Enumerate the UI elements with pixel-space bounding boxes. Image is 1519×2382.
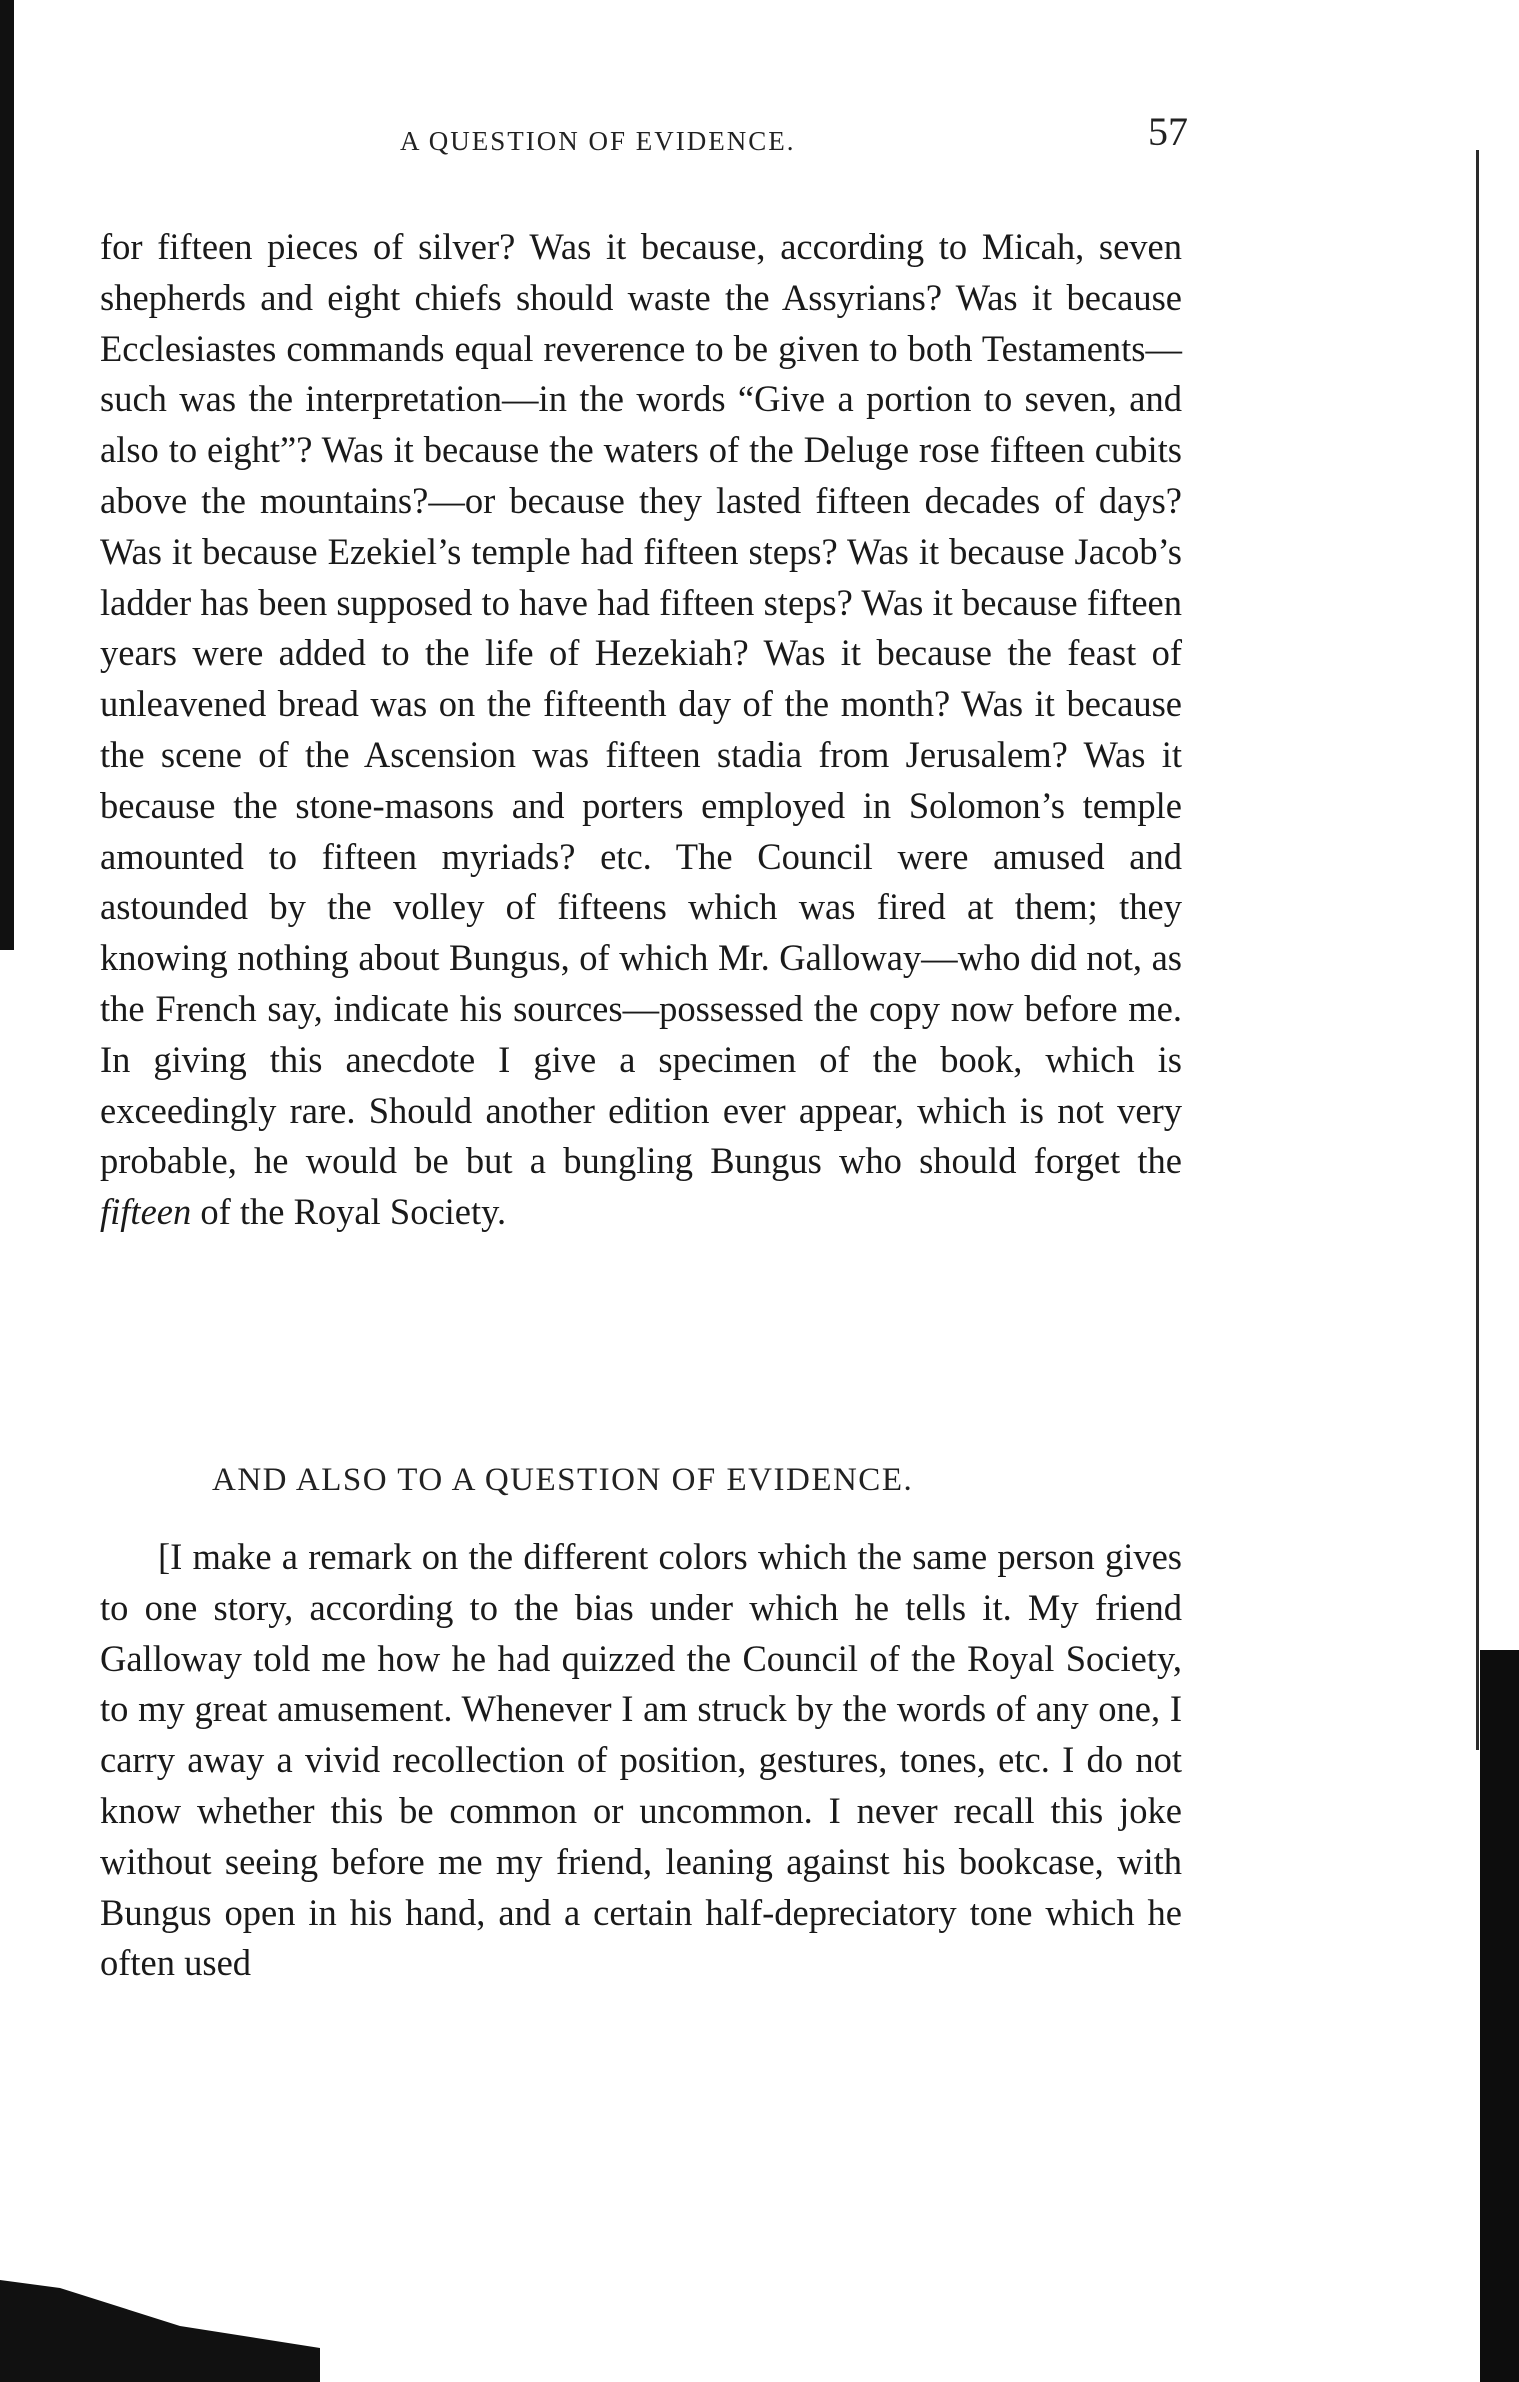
page-number: 57 bbox=[1148, 109, 1188, 154]
body-paragraph-2 bbox=[100, 1532, 1182, 1989]
paragraph-1-end: of the Royal Society. bbox=[200, 1191, 507, 1233]
scan-edge-right bbox=[1480, 1650, 1519, 2382]
paragraph-2-text: [I make a remark on the different colors which the same person gives to one story, according to the bias under which he tells it. My friend Galloway told me how he had quizzed the Council of the Royal Society, to my great amusement. Whenever I am struck by the words of any one, I carry away a vivid recollection of position, gestures, tones, etc. I do not know whether this be common or uncommon. I never recall this joke without seeing before me my friend, leaning against his bookcase, with Bungus open in his hand, and a certain half-depreciatory tone which he often used bbox=[100, 1536, 1182, 1984]
scan-artifact-bottom bbox=[0, 2270, 320, 2382]
body-paragraph-1 bbox=[100, 222, 1182, 1238]
section-heading: AND ALSO TO A QUESTION OF EVIDENCE. bbox=[212, 1462, 914, 1498]
paragraph-1-text: for fifteen pieces of silver? Was it because, according to Micah, seven shepherds and eight chiefs should waste the Assyrians? Was it because Ecclesiastes commands equal reverence to be given to both Testaments—such was the interpretation—in the words “Give a portion to seven, and also to eight”? Was it because the waters of the Deluge rose fifteen cubits above the mountains?—or because they lasted fifteen decades of days? Was it because Ezekiel’s temple had fifteen steps? Was it because Jacob’s ladder has been supposed to have had fifteen steps? Was it because fifteen years were added to the life of Hezekiah? Was it because the feast of unleavened bread was on the fifteenth day of the month? Was it because the scene of the Ascension was fifteen stadia from Jerusalem? Was it because the stone-masons and porters employed in Solomon’s temple amounted to fifteen myriads? etc. The Council were amused and astounded by the volley of fifteens which was fired at them; they knowing nothing about Bungus, of which Mr. Galloway—who did not, as the French say, indicate his sources—possessed the copy now before me. In giving this anecdote I give a specimen of the book, which is exceedingly rare. Should another edition ever appear, which is not very probable, he would be but a bungling Bungus who should forget the bbox=[100, 226, 1182, 1182]
scan-edge-right-thin bbox=[1476, 150, 1479, 1750]
italic-word: fifteen bbox=[100, 1191, 192, 1233]
running-title: A QUESTION OF EVIDENCE. bbox=[400, 126, 796, 156]
scan-edge-left bbox=[0, 0, 14, 950]
